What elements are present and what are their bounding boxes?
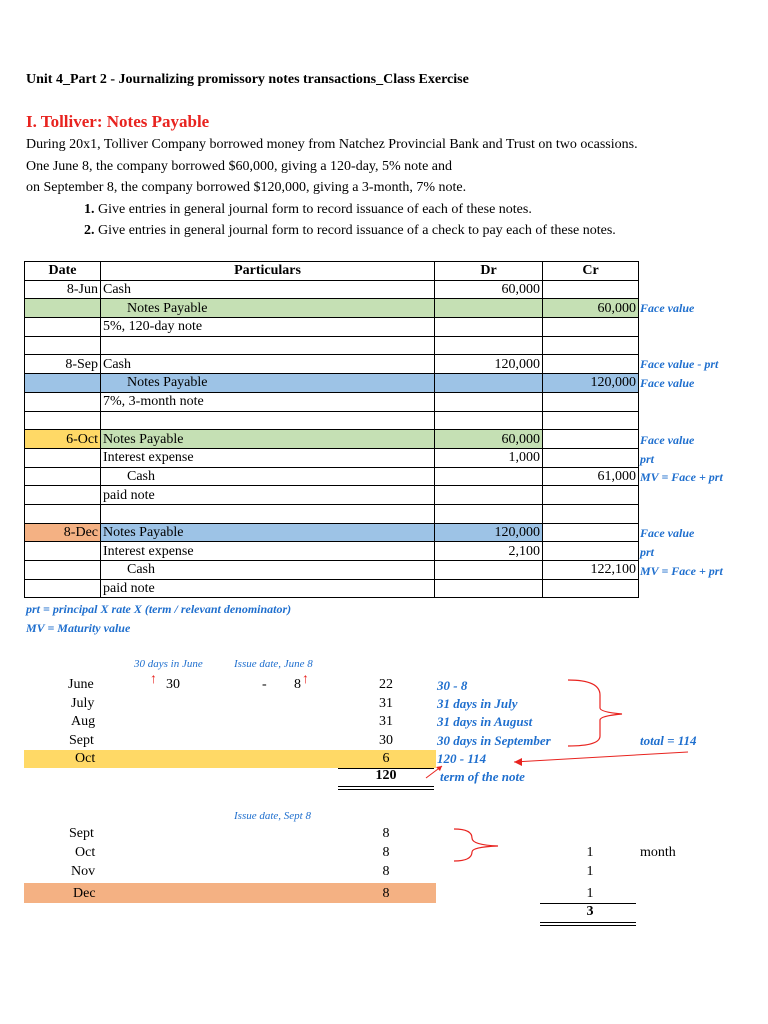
term-total: 120 (375, 768, 397, 783)
issue-day-value: 8 (294, 677, 301, 692)
particulars-cell: Interest expense (101, 448, 435, 467)
month-label: Dec (73, 886, 96, 901)
dr-cell: 120,000 (435, 355, 543, 374)
term-note: term of the note (440, 769, 525, 784)
day-value: 8 (382, 886, 390, 901)
day-value: 8 (382, 826, 390, 841)
month-label: Oct (75, 845, 96, 860)
problem-line-3: on September 8, the company borrowed $120,000, giving a 3-month, 7% note. (26, 180, 467, 195)
cr-cell: 60,000 (543, 299, 639, 318)
particulars-cell: Cash (101, 280, 435, 299)
particulars-cell: Notes Payable (101, 374, 435, 393)
days-value: 31 (379, 696, 393, 711)
row-note: Face value (640, 526, 695, 540)
row-note: prt (640, 452, 655, 466)
row-note: MV = Face + prt (640, 470, 723, 484)
month-label: July (71, 696, 95, 711)
day-note: 31 days in August (437, 714, 533, 729)
dr-cell: 2,100 (435, 542, 543, 561)
section-heading: I. Tolliver: Notes Payable (26, 112, 210, 131)
arrow-up-icon: ↑ (302, 672, 309, 687)
month-unit-label: month (640, 845, 676, 860)
col-cr: Cr (543, 262, 639, 281)
label-issue-sept: Issue date, Sept 8 (234, 810, 311, 822)
particulars-cell: Cash (101, 561, 435, 580)
col-dr: Dr (435, 262, 543, 281)
day-note: 31 days in July (437, 696, 518, 711)
page-title: Unit 4_Part 2 - Journalizing promissory notes transactions_Class Exercise (26, 72, 469, 87)
day-value: 8 (382, 845, 390, 860)
particulars-cell: paid note (101, 579, 435, 598)
particulars-cell: Notes Payable (101, 299, 435, 318)
row-note: Face value (640, 301, 695, 315)
days-value: 30 (379, 733, 393, 748)
minus-sign: - (262, 677, 267, 692)
months-total: 3 (586, 904, 594, 919)
day-value: 8 (382, 864, 390, 879)
brace-icon (568, 680, 622, 746)
date-cell: 8-Dec (25, 523, 101, 542)
date-cell: 6-Oct (25, 430, 101, 449)
task-2-number: 2. (84, 223, 95, 238)
particulars-cell: Cash (101, 467, 435, 486)
double-line-2 (540, 925, 636, 926)
month-count: 1 (586, 845, 594, 860)
month-label: Aug (71, 714, 96, 729)
dr-cell: 60,000 (435, 430, 543, 449)
month-label: Sept (69, 733, 94, 748)
days-value: 31 (379, 714, 393, 729)
col-particulars: Particulars (101, 262, 435, 281)
month-label: June (68, 677, 94, 692)
dr-cell: 60,000 (435, 280, 543, 299)
task-1-text: Give entries in general journal form to record issuance of each of these notes. (98, 202, 532, 217)
particulars-cell: Notes Payable (101, 430, 435, 449)
day-note: 30 days in September (437, 733, 551, 748)
brace-icon (454, 829, 498, 861)
arrow-left-icon (514, 758, 522, 766)
row-note: MV = Face + prt (640, 564, 723, 578)
particulars-cell: Cash (101, 355, 435, 374)
col-date: Date (25, 262, 101, 281)
month-label: Sept (69, 826, 94, 841)
cr-cell: 120,000 (543, 374, 639, 393)
days-value: 22 (379, 677, 393, 692)
june-days-value: 30 (166, 677, 180, 692)
days-value: 6 (382, 751, 390, 766)
month-label: Nov (71, 864, 96, 879)
problem-line-1: During 20x1, Tolliver Company borrowed money from Natchez Provincial Bank and Trust on two ocassions. (26, 137, 638, 152)
day-note: 120 - 114 (437, 751, 487, 766)
dr-cell: 1,000 (435, 448, 543, 467)
date-cell: 8-Jun (25, 280, 101, 299)
month-label: Oct (75, 751, 96, 766)
date-cell: 8-Sep (25, 355, 101, 374)
row-note: Face value (640, 433, 695, 447)
particulars-cell: 5%, 120-day note (101, 318, 435, 337)
total-note: total = 114 (640, 733, 697, 748)
arrow-up-icon: ↑ (150, 672, 157, 687)
cr-cell: 61,000 (543, 467, 639, 486)
label-issue-june: Issue date, June 8 (234, 658, 313, 670)
task-1-number: 1. (84, 202, 95, 217)
arrow-line (514, 752, 688, 762)
problem-line-2: One June 8, the company borrowed $60,000, giving a 120-day, 5% note and (26, 159, 452, 174)
day-note: 30 - 8 (437, 678, 468, 693)
row-note: prt (640, 545, 655, 559)
legend-mv: MV = Maturity value (26, 621, 131, 635)
month-count: 1 (586, 886, 594, 901)
month-count: 1 (586, 864, 594, 879)
particulars-cell: Interest expense (101, 542, 435, 561)
cr-cell: 122,100 (543, 561, 639, 580)
particulars-cell: Notes Payable (101, 523, 435, 542)
double-line-1 (540, 922, 636, 923)
particulars-cell: 7%, 3-month note (101, 392, 435, 411)
label-june-days: 30 days in June (134, 658, 203, 670)
legend-prt: prt = principal X rate X (term / relevant denominator) (26, 602, 292, 616)
row-note: Face value (640, 376, 695, 390)
particulars-cell: paid note (101, 486, 435, 505)
row-note: Face value - prt (640, 357, 719, 371)
task-2-text: Give entries in general journal form to record issuance of a check to pay each of these notes. (98, 223, 616, 238)
dr-cell: 120,000 (435, 523, 543, 542)
